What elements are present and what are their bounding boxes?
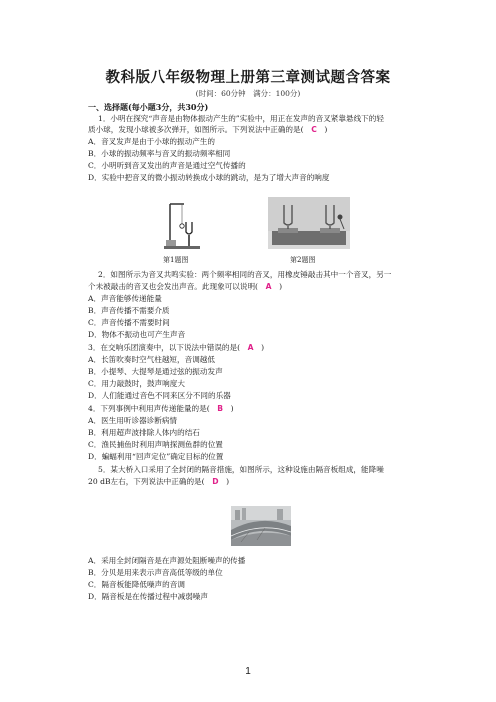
q3-stem-text: 3．在交响乐团演奏中，以下说法中错误的是( bbox=[88, 343, 248, 352]
figure-5-sound-barrier-photo bbox=[231, 506, 291, 546]
q2-option-a: A．声音能够传递能量 bbox=[88, 294, 162, 303]
q4-option-c: C．渔民捕鱼时利用声呐探测鱼群的位置 bbox=[88, 440, 223, 449]
exam-info: (时间：60分钟 满分：100分) bbox=[195, 89, 301, 98]
q4-stem bbox=[88, 404, 234, 414]
section-heading: 一、选择题(每小题3分，共30分) bbox=[88, 102, 209, 112]
q4-option-d: D．蝙蝠利用“回声定位”确定目标的位置 bbox=[88, 452, 224, 461]
q5-option-b: B．分贝是用来表示声音高低等级的单位 bbox=[88, 568, 223, 577]
q4-option-b: B．利用超声波排除人体内的结石 bbox=[88, 428, 200, 437]
q4-stem-end: ) bbox=[223, 404, 234, 413]
q2-stem-line2 bbox=[88, 282, 282, 292]
q2-stem-end: ) bbox=[271, 282, 283, 291]
q1-stem-text: 质小球，发现小球被多次弹开，如图所示。下列说法中正确的是( bbox=[88, 125, 312, 134]
q3-stem bbox=[88, 343, 264, 353]
q5-stem-line2 bbox=[88, 477, 229, 487]
page-title: 教科版八年级物理上册第三章测试题含答案 bbox=[105, 70, 391, 86]
q4-stem-text: 4．下列事例中利用声传递能量的是( bbox=[88, 404, 218, 413]
q2-stem-line1: 2．如图所示为音叉共鸣实验：两个频率相同的音叉，用橡皮锤敲击其中一个音叉，另一 bbox=[98, 270, 392, 279]
q3-option-b: B．小提琴、大提琴是通过弦的振动发声 bbox=[88, 367, 223, 376]
q1-option-c: C．小明听到音叉发出的声音是通过空气传播的 bbox=[88, 161, 246, 170]
q3-stem-end: ) bbox=[253, 343, 265, 352]
q1-option-d: D．实验中把音叉的微小振动转换成小球的跳动，是为了增大声音的响度 bbox=[88, 173, 330, 182]
figure-1-caption: 第1题图 bbox=[163, 256, 189, 264]
q3-option-a: A．长笛吹奏时空气柱越短，音调越低 bbox=[88, 355, 215, 364]
q5-option-a: A．采用全封闭隔音是在声源处阻断噪声的传播 bbox=[88, 556, 246, 565]
page-number: 1 bbox=[245, 666, 251, 677]
q2-answer: A bbox=[265, 282, 272, 291]
q5-stem-line1: 5．某大桥入口采用了全封闭的隔音措施，如图所示，这种设施由隔音板组成，能降噪 bbox=[98, 465, 384, 474]
q1-stem-line1: 1．小明在探究“声音是由物体振动产生的”实验中，用正在发声的音叉紧靠悬线下的轻 bbox=[98, 114, 384, 123]
q1-option-b: B．小球的振动频率与音叉的振动频率相同 bbox=[88, 149, 231, 158]
q2-option-d: D．物体不振动也可产生声音 bbox=[88, 330, 186, 339]
q1-stem-line2 bbox=[88, 125, 327, 135]
figure-2-tuning-fork-resonance bbox=[268, 197, 350, 249]
figure-2-caption: 第2题图 bbox=[290, 256, 316, 264]
q3-option-c: C．用力敲鼓时，鼓声响度大 bbox=[88, 379, 185, 388]
q4-option-a: A．医生用听诊器诊断病情 bbox=[88, 416, 178, 425]
q5-option-d: D．隔音板是在传播过程中减弱噪声 bbox=[88, 592, 208, 601]
q5-option-c: C．隔音板能降低噪声的音调 bbox=[88, 580, 185, 589]
q2-stem-text: 个未被敲击的音叉也会发出声音。此现象可以说明( bbox=[88, 282, 266, 291]
q2-option-c: C．声音传播不需要时间 bbox=[88, 318, 170, 327]
q3-option-d: D．人们能通过音色不同来区分不同的乐器 bbox=[88, 391, 231, 400]
q1-option-a: A．音叉发声是由于小球的振动产生的 bbox=[88, 137, 215, 146]
q2-option-b: B．声音传播不需要介质 bbox=[88, 306, 170, 315]
q1-stem-end: ) bbox=[316, 125, 328, 134]
q5-answer: D bbox=[212, 477, 219, 486]
q3-answer: A bbox=[247, 343, 254, 352]
q1-answer: C bbox=[311, 125, 317, 134]
q5-stem-text: 20 dB左右，下列说法中正确的是( bbox=[88, 477, 213, 486]
q4-answer: B bbox=[217, 404, 224, 413]
figure-1-tuning-fork-ball bbox=[162, 200, 202, 250]
q5-stem-end: ) bbox=[218, 477, 230, 486]
